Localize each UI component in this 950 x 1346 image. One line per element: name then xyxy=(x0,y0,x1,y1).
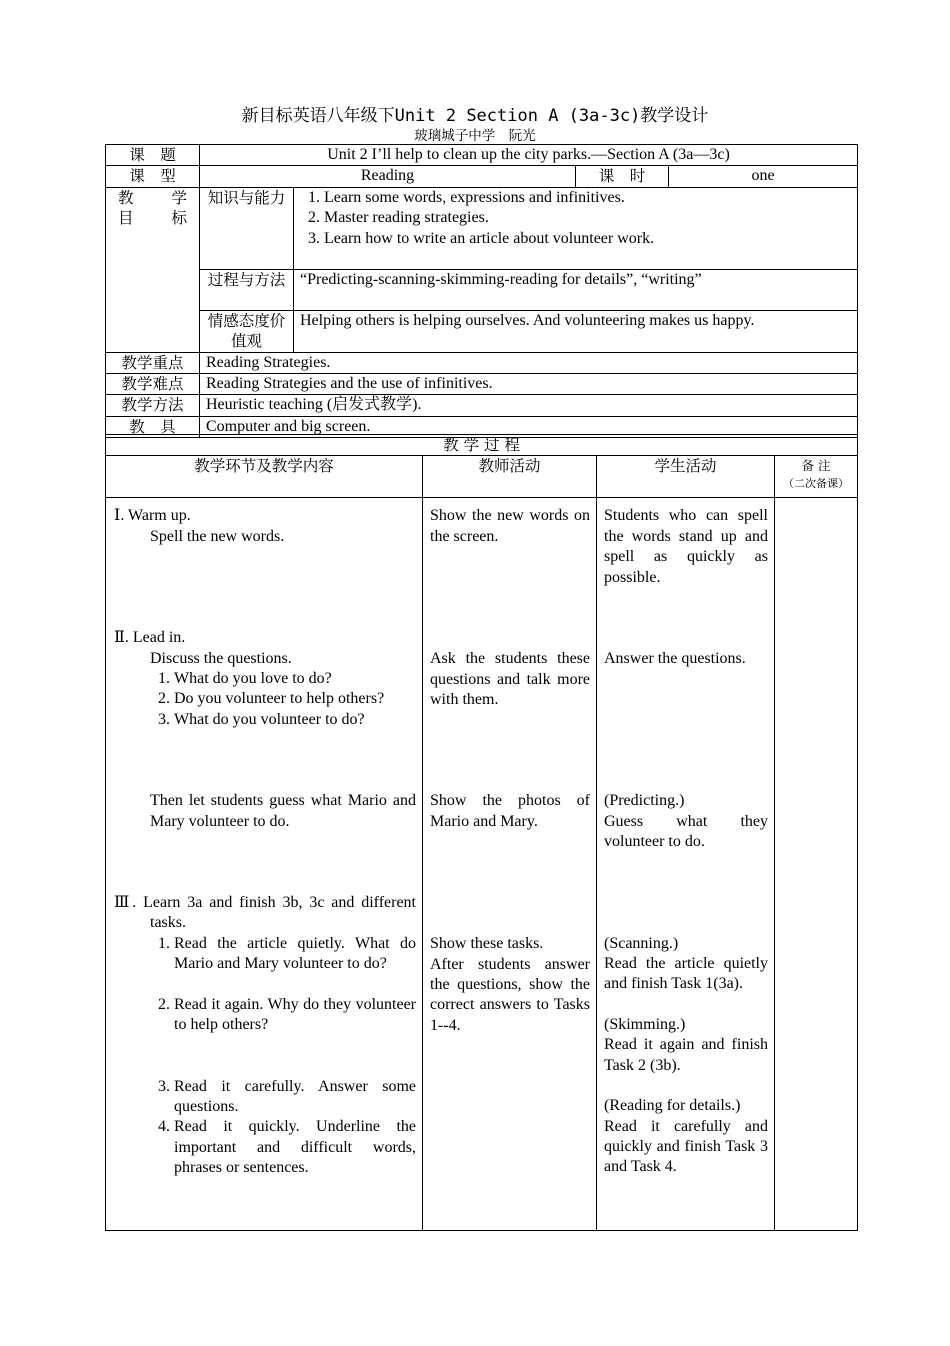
emotion-label: 情感态度价值观 xyxy=(200,310,294,352)
list-item: 1. Read the article quietly. What do Mario and Mary volunteer to do? xyxy=(174,934,416,975)
teacher-cell xyxy=(423,498,597,1231)
difficult-value: Reading Strategies and the use of infinitives. xyxy=(200,374,858,395)
process-table xyxy=(105,434,858,1231)
topic-label: 课 题 xyxy=(106,145,200,166)
skim-label: (Skimming.) xyxy=(604,1015,686,1033)
list-item: 1. Learn some words, expressions and infinitives. xyxy=(324,188,851,208)
scan-label: (Scanning.) xyxy=(604,934,679,952)
emotion-value: Helping others is helping ourselves. And volunteering makes us happy. xyxy=(294,310,858,352)
process-label: 过程与方法 xyxy=(200,269,294,310)
scan-text: Read the article quietly and finish Task 1(3a). xyxy=(604,955,768,993)
topic-value: Unit 2 I’ll help to clean up the city parks.—Section A (3a—3c) xyxy=(200,145,858,166)
guess-student: Guess what they volunteer to do. xyxy=(604,812,768,851)
leadin-line: Discuss the questions. xyxy=(150,649,292,667)
leadin-student: Answer the questions. xyxy=(604,650,746,668)
learn-teacher-line1: Show these tasks. xyxy=(430,935,544,953)
guess-student-label: (Predicting.) xyxy=(604,792,685,810)
key-value: Reading Strategies. xyxy=(200,352,858,373)
list-item: 2. Master reading strategies. xyxy=(324,208,851,228)
col-student-header: 学生活动 xyxy=(597,456,775,498)
list-item: 3. What do you volunteer to do? xyxy=(174,710,416,730)
method-value: Heuristic teaching (启发式教学). xyxy=(200,395,858,416)
student-cell xyxy=(597,498,775,1231)
note-sublabel: （二次备课） xyxy=(783,477,850,491)
knowledge-list xyxy=(294,187,858,269)
warmup-title: Ⅰ. Warm up. xyxy=(114,507,191,525)
objectives-label: 教 学 目 标 xyxy=(106,187,200,352)
detail-text: Read it carefully and quickly and finish Task 3 and Task 4. xyxy=(604,1117,768,1176)
list-item: 3. Read it carefully. Answer some questions. xyxy=(174,1077,416,1118)
method-label: 教学方法 xyxy=(106,395,200,416)
period-value: one xyxy=(669,166,858,187)
col-teacher-header: 教师活动 xyxy=(423,456,597,498)
col-note-header xyxy=(775,456,858,498)
info-table xyxy=(105,144,858,438)
list-item: 2. Do you volunteer to help others? xyxy=(174,689,416,709)
key-label: 教学重点 xyxy=(106,352,200,373)
warmup-student: Students who can spell the words stand up and spell as quickly as possible. xyxy=(604,507,768,586)
learn-title: Ⅲ. Learn 3a and finish 3b, 3c and different tasks. xyxy=(114,894,416,932)
list-item: 3. Learn how to write an article about volunteer work. xyxy=(324,229,851,249)
document-title: 新目标英语八年级下Unit 2 Section A (3a-3c)教学设计 xyxy=(241,106,709,126)
detail-label: (Reading for details.) xyxy=(604,1097,741,1115)
warmup-line: Spell the new words. xyxy=(150,527,285,545)
learn-teacher-line2: After students answer the questions, show the correct answers to Tasks 1--4. xyxy=(430,955,590,1034)
note-cell xyxy=(775,498,858,1231)
type-label: 课 型 xyxy=(106,166,200,187)
guess-teacher: Show the photos of Mario and Mary. xyxy=(430,792,590,830)
list-item: 1. What do you love to do? xyxy=(174,669,416,689)
tools-value: Computer and big screen. xyxy=(200,416,858,437)
content-cell xyxy=(106,498,423,1231)
guess-line: Then let students guess what Mario and Mary volunteer to do. xyxy=(150,792,416,830)
period-label: 课 时 xyxy=(576,166,669,187)
difficult-label: 教学难点 xyxy=(106,374,200,395)
knowledge-label: 知识与能力 xyxy=(200,187,294,269)
tools-label: 教 具 xyxy=(106,416,200,437)
list-item: 4. Read it quickly. Underline the important and difficult words, phrases or sentences. xyxy=(174,1117,416,1178)
leadin-title: Ⅱ. Lead in. xyxy=(114,629,186,647)
leadin-teacher: Ask the students these questions and talk more with them. xyxy=(430,650,590,709)
process-value: “Predicting-scanning-skimming-reading for details”, “writing” xyxy=(294,269,858,310)
school-author: 玻璃城子中学 阮光 xyxy=(414,128,536,144)
list-item: 2. Read it again. Why do they volunteer to help others? xyxy=(174,995,416,1036)
skim-text: Read it again and finish Task 2 (3b). xyxy=(604,1036,768,1074)
process-heading: 教 学 过 程 xyxy=(106,435,858,456)
warmup-teacher: Show the new words on the screen. xyxy=(430,507,590,545)
col-content-header: 教学环节及教学内容 xyxy=(106,456,423,498)
note-label: 备 注 xyxy=(801,458,831,474)
type-value: Reading xyxy=(200,166,576,187)
